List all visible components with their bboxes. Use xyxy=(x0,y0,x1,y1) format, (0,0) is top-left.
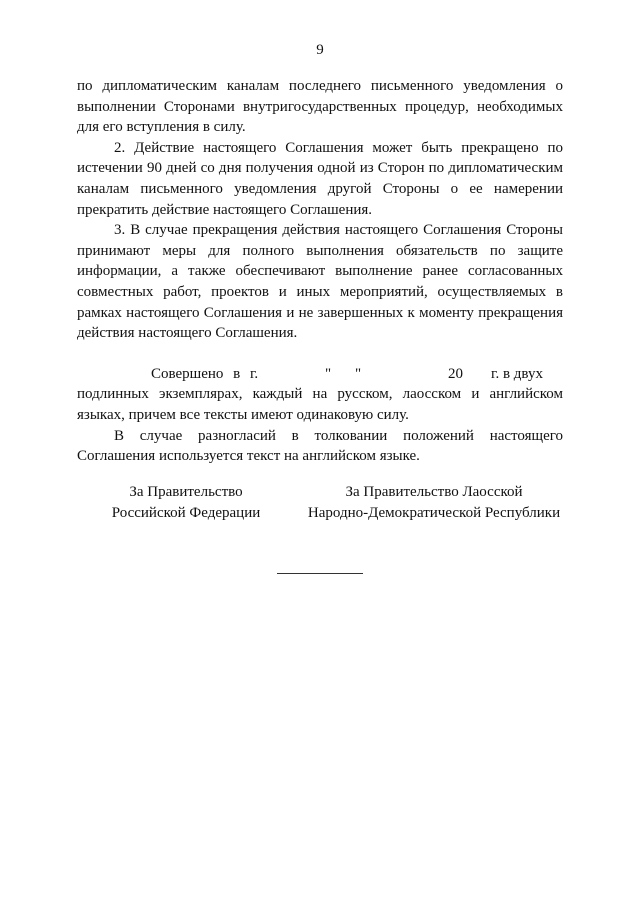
signature-laos-line1: За Правительство Лаосской xyxy=(345,484,523,500)
signing-continuation: подлинных экземплярах, каждый на русском, лаосском и английском языках, причем все тексты имеют одинаковую силу. xyxy=(77,386,563,423)
document-body xyxy=(77,76,563,467)
quote-open: " xyxy=(325,365,332,382)
year-suffix: г. в двух xyxy=(491,365,543,382)
signature-russia-line1: За Правительство xyxy=(129,484,243,500)
signature-block-russia xyxy=(96,482,276,523)
end-divider xyxy=(277,573,363,574)
quote-close: " xyxy=(355,365,362,382)
signature-russia-line2: Российской Федерации xyxy=(111,504,261,521)
page-number: 9 xyxy=(316,42,324,58)
signature-laos-line2: Народно-Демократической Республики xyxy=(307,504,561,521)
year-prefix: 20 xyxy=(448,365,463,382)
done-at-label: Совершено в г. xyxy=(151,365,259,382)
signature-block-laos xyxy=(296,482,572,523)
paragraph-termination: 2. Действие настоящего Соглашения может быть прекращено по истечении 90 дней со дня получения одной из Сторон по дипломатическим каналам письменного уведомления другой Стороны о ее намерении прекратить действие настоящего Соглашения. xyxy=(77,139,563,218)
paragraph-continuation: по дипломатическим каналам последнего письменного уведомления о выполнении Сторонами внутригосударственных процедур, необходимых для его вступления в силу. xyxy=(77,78,563,136)
signing-line xyxy=(77,364,563,385)
language-clause: В случае разногласий в толковании положений настоящего Соглашения используется текст на английском языке. xyxy=(77,427,563,465)
paragraph-obligations: 3. В случае прекращения действия настоящего Соглашения Стороны принимают меры для полного выполнения обязательств по защите информации, а также обеспечивают выполнение ранее согласованных совместных работ, проектов и иных мероприятий, осуществляемых в рамках настоящего Соглашения и не завершенных к моменту прекращения действия настоящего Соглашения. xyxy=(77,222,563,342)
